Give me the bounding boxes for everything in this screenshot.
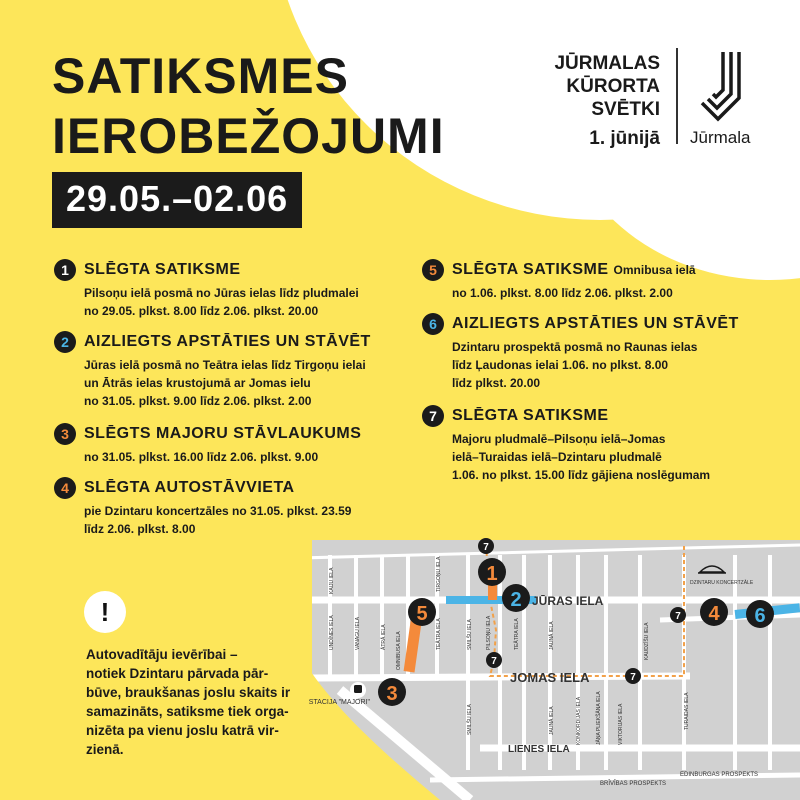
label-vanagu-iela: VANAGU IELA [355, 617, 361, 650]
label-turaidas-iela: TURAIDAS IELA [684, 692, 690, 730]
marker-5-icon: 5 [422, 259, 444, 281]
label-jana-pliekshana-iela: JĀŅA PLIEKŠĀNA IELA [596, 691, 602, 745]
label-atra-iela: ĀTRĀ IELA [381, 624, 387, 650]
restriction-7-line-3: 1.06. no plkst. 15.00 līdz gājiena noslēgumam [452, 468, 711, 482]
label-teatra-iela-north: TEĀTRA IELA [436, 618, 442, 650]
label-stacija-majori: STACIJA "MAJORI" [308, 699, 370, 706]
label-omnibusa-iela: OMNIBUSA IELA [396, 631, 402, 670]
notice-line-3: būve, braukšanas joslu skaits ir [86, 685, 291, 700]
label-pilsonu-iela: PILSOŅU IELA [486, 615, 492, 650]
map-marker-5-label: 5 [416, 603, 428, 625]
map-marker-6-label: 6 [754, 605, 766, 627]
marker-7-icon: 7 [422, 405, 444, 427]
label-konkordijas-iela: KONKORDIJAS IELA [576, 696, 582, 745]
restriction-6-line-3: līdz plkst. 20.00 [452, 376, 541, 390]
label-undines-iela: UNDĪNES IELA [329, 615, 335, 650]
map-marker-7b-label: 7 [491, 656, 497, 667]
label-viktorijas-iela: VIKTORIJAS IELA [618, 703, 624, 745]
restriction-5-location: Omnibusa ielā [613, 263, 696, 277]
restriction-2-line-2: un Ātrās ielas krustojumā ar Jomas ielu [84, 376, 311, 390]
restriction-5-line-1: no 1.06. plkst. 8.00 līdz 2.06. plkst. 2.00 [452, 286, 673, 300]
restriction-4-title: SLĒGTA AUTOSTĀVVIETA [84, 479, 295, 496]
label-smilsu-iela: SMILŠU IELA [467, 619, 473, 650]
marker-4-icon: 4 [54, 477, 76, 499]
map-marker-7d-label: 7 [675, 611, 681, 622]
restriction-5-title: SLĒGTA SATIKSME [452, 261, 609, 278]
notice-line-2: notiek Dzintaru pārvada pār- [86, 666, 269, 681]
label-jomas-iela: JOMAS IELA [510, 670, 590, 685]
title-line-1: SATIKSMES [52, 48, 349, 104]
restriction-1-line-2: no 29.05. plkst. 8.00 līdz 2.06. plkst. 20.00 [84, 304, 319, 318]
label-kaiju-iela: KAIJU IELA [329, 567, 335, 594]
restriction-2-line-1: Jūras ielā posmā no Teātra ielas līdz Tirgoņu ielai [84, 358, 366, 372]
notice-line-4: samazināts, satiksme tiek orga- [86, 704, 289, 719]
label-brivibas-prospekts: BRĪVĪBAS PROSPEKTS [600, 781, 667, 787]
restriction-2-title: AIZLIEGTS APSTĀTIES UN STĀVĒT [84, 333, 371, 350]
marker-3-icon: 3 [54, 423, 76, 445]
label-smilsu-iela-south: SMILŠU IELA [467, 704, 473, 735]
restriction-7-title: SLĒGTA SATIKSME [452, 407, 609, 424]
restriction-6-line-1: Dzintaru prospektā posmā no Raunas ielas [452, 340, 698, 354]
event-name-line-1: JŪRMALAS [554, 53, 660, 74]
marker-1-icon: 1 [54, 259, 76, 281]
restriction-6-title: AIZLIEGTS APSTĀTIES UN STĀVĒT [452, 315, 739, 332]
map-marker-7a-label: 7 [483, 542, 489, 553]
date-range-badge: 29.05.–02.06 [52, 172, 302, 228]
event-date: 1. jūnijā [589, 128, 660, 149]
label-tirgonu-iela: TIRGOŅU IELA [436, 556, 442, 592]
map-marker-4-label: 4 [708, 603, 720, 625]
event-name-line-3: SVĒTKI [591, 99, 660, 120]
restriction-7-line-1: Majoru pludmalē–Pilsoņu ielā–Jomas [452, 432, 666, 446]
title-line-2: IEROBEŽOJUMI [52, 108, 445, 164]
logo-text: Jūrmala [690, 128, 751, 147]
map-marker-2-label: 2 [510, 589, 522, 611]
label-edinburgas-prospekts: EDINBURGAS PROSPEKTS [680, 772, 759, 778]
event-name-line-2: KŪRORTA [566, 76, 660, 97]
marker-2-icon: 2 [54, 331, 76, 353]
label-jauna-iela-north: JAUNĀ IELA [549, 621, 555, 650]
restriction-4-line-2: līdz 2.06. plkst. 8.00 [84, 522, 196, 536]
label-kaudzisu-iela: KAUDZĪŠU IELA [644, 622, 650, 660]
restriction-2-line-3: no 31.05. plkst. 9.00 līdz 2.06. plkst. 2.00 [84, 394, 312, 408]
notice-line-6: zienā. [86, 742, 124, 757]
map-marker-1-label: 1 [486, 563, 498, 585]
label-lienes-iela: LIENES IELA [508, 744, 570, 755]
warning-icon: ! [84, 591, 126, 633]
restriction-1-title: SLĒGTA SATIKSME [84, 261, 241, 278]
notice-line-1: Autovadītāju ievērībai – [86, 647, 238, 662]
restriction-3-line-1: no 31.05. plkst. 16.00 līdz 2.06. plkst. 9.00 [84, 450, 319, 464]
label-juras-iela: JŪRAS IELA [532, 594, 604, 608]
label-dzintaru-koncertzale: DZINTARU KONCERTZĀLE [690, 580, 754, 586]
map-marker-7c-label: 7 [630, 672, 636, 683]
restriction-1-line-1: Pilsoņu ielā posmā no Jūras ielas līdz pludmalei [84, 286, 359, 300]
notice-line-5: nizēta pa vienu joslu katrā vir- [86, 723, 279, 738]
marker-6-icon: 6 [422, 313, 444, 335]
label-jauna-iela-south: JAUNĀ IELA [549, 706, 555, 735]
label-teatra-iela-south: TEĀTRA IELA [514, 618, 520, 650]
restriction-6-line-2: līdz Ļaudonas ielai 1.06. no plkst. 8.00 [452, 358, 669, 372]
restriction-7-line-2: ielā–Turaidas ielā–Dzintaru pludmalē [452, 450, 662, 464]
restriction-3-title: SLĒGTS MAJORU STĀVLAUKUMS [84, 425, 362, 442]
restriction-4-line-1: pie Dzintaru koncertzāles no 31.05. plkst. 23.59 [84, 504, 352, 518]
map-marker-3-label: 3 [386, 683, 398, 705]
train-station-icon [350, 682, 366, 698]
